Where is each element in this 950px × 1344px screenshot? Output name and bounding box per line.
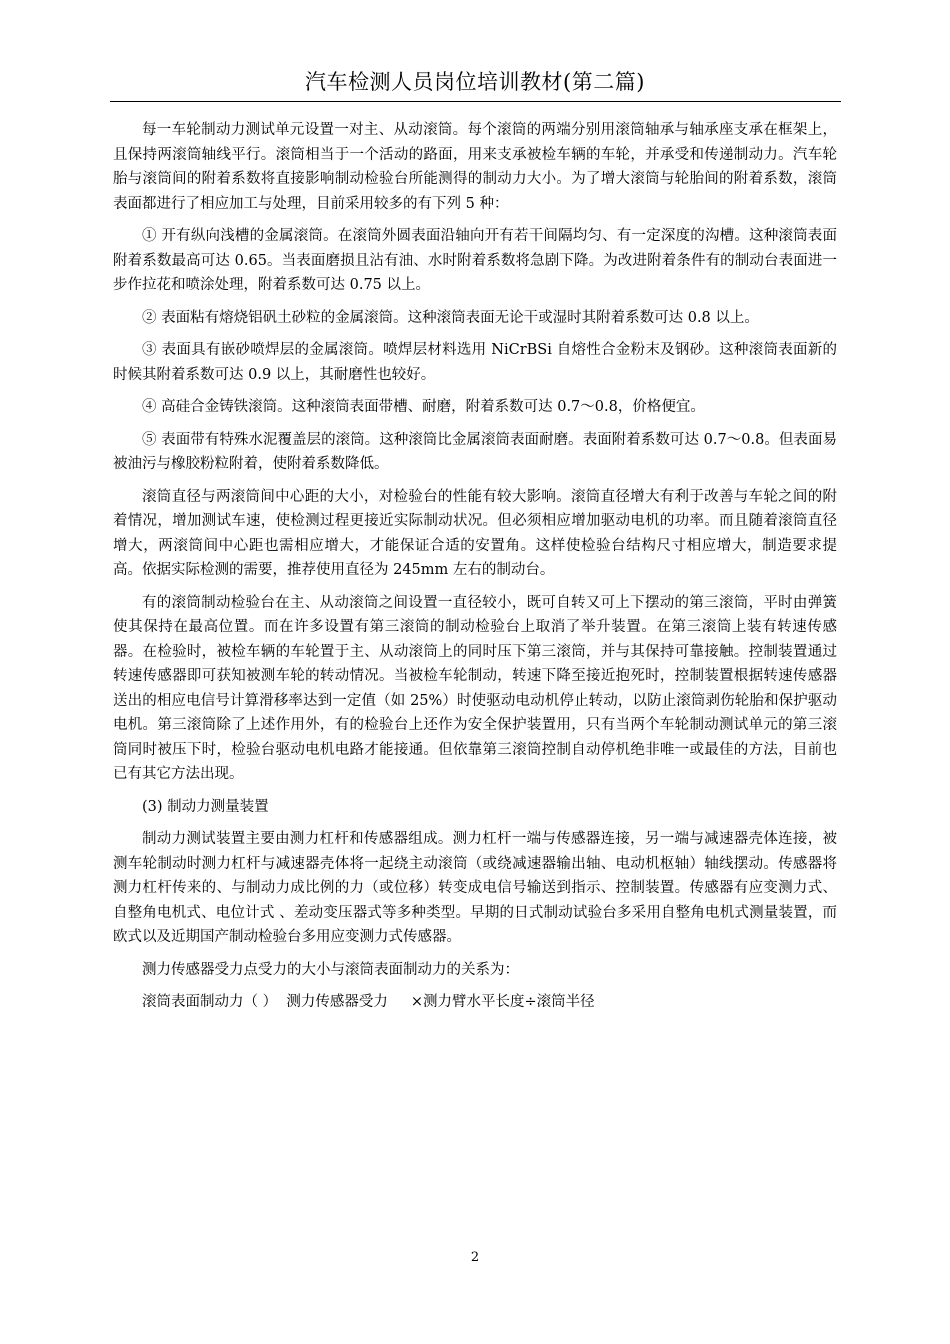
paragraph: 制动力测试装置主要由测力杠杆和传感器组成。测力杠杆一端与传感器连接，另一端与减速器壳体连接，被测车轮制动时测力杠杆与减速器壳体将一起绕主动滚筒（或绕减速器输出轴、电动机枢轴）轴线摆动。传感器将测力杠杆传来的、与制动力成比例的力（或位移）转变成电信号输送到指示、控制装置。传感器有应变测力式、自整角电机式、电位计式 、差动变压器式等多种类型。早期的日式制动试验台多采用自整角电机式测量装置，而欧式以及近期国产制动检验台多用应变测力式传感器。 [113, 831, 837, 945]
header-divider [110, 101, 841, 102]
list-item: ③ 表面具有嵌砂喷焊层的金属滚筒。喷焊层材料选用 NiCrBSi 自熔性合金粉末及钢砂。这种滚筒表面新的时候其附着系数可达 0.9 以上，其耐磨性也较好。 [113, 342, 837, 383]
paragraph: 每一车轮制动力测试单元设置一对主、从动滚筒。每个滚筒的两端分别用滚筒轴承与轴承座支承在框架上，且保持两滚筒轴线平行。滚筒相当于一个活动的路面，用来支承被检车辆的车轮，并承受和传递制动力。汽车轮胎与滚筒间的附着系数将直接影响制动检验台所能测得的制动力大小。为了增大滚筒与轮胎间的附着系数，滚筒表面都进行了相应加工与处理，目前采用较多的有下列 5 种： [113, 122, 837, 212]
page-number: 2 [470, 1250, 480, 1265]
formula: 滚筒表面制动力（ ） 测力传感器受力 ×测力臂水平长度÷滚筒半径 [142, 994, 595, 1010]
list-item: ① 开有纵向浅槽的金属滚筒。在滚筒外圆表面沿轴向开有若干间隔均匀、有一定深度的沟槽。这种滚筒表面附着系数最高可达 0.65。当表面磨损且沾有油、水时附着系数将急剧下降。为改进附着条件有的制动台表面进一步作拉花和喷涂处理，附着系数可达 0.75 以上。 [113, 228, 837, 293]
paragraph: 滚筒直径与两滚筒间中心距的大小，对检验台的性能有较大影响。滚筒直径增大有利于改善与车轮之间的附着情况，增加测试车速，使检测过程更接近实际制动状况。但必须相应增加驱动电机的功率。而且随着滚筒直径增大，两滚筒间中心距也需相应增大，才能保证合适的安置角。这样使检验台结构尺寸相应增大，制造要求提高。依据实际检测的需要，推荐使用直径为 245mm 左右的制动台。 [113, 488, 837, 578]
list-item: ④ 高硅合金铸铁滚筒。这种滚筒表面带槽、耐磨，附着系数可达 0.7～0.8，价格便宜。 [142, 399, 705, 415]
page-header-title: 汽车检测人员岗位培训教材(第二篇) [305, 70, 645, 94]
section-heading: (3) 制动力测量装置 [142, 798, 269, 815]
list-item: ⑤ 表面带有特殊水泥覆盖层的滚筒。这种滚筒比金属滚筒表面耐磨。表面附着系数可达 0.7～0.8。但表面易被油污与橡胶粉粒附着，使附着系数降低。 [113, 431, 837, 472]
paragraph: 测力传感器受力点受力的大小与滚筒表面制动力的关系为： [142, 961, 519, 978]
paragraph: 有的滚筒制动检验台在主、从动滚筒之间设置一直径较小，既可自转又可上下摆动的第三滚筒，平时由弹簧使其保持在最高位置。而在许多设置有第三滚筒的制动检验台上取消了举升装置。在第三滚筒上装有转速传感器。在检验时，被检车辆的车轮置于主、从动滚筒上的同时压下第三滚筒，并与其保持可靠接触。控制装置通过转速传感器即可获知被测车轮的转动情况。当被检车轮制动，转速下降至接近抱死时，控制装置根据转速传感器送出的相应电信号计算滑移率达到一定值（如 25%）时使驱动电动机停止转动，以防止滚筒剥伤轮胎和保护驱动电机。第三滚筒除了上述作用外，有的检验台上还作为安全保护装置用，只有当两个车轮制动测试单元的第三滚筒同时被压下时，检验台驱动电机电路才能接通。但依靠第三滚筒控制自动停机绝非唯一或最佳的方法，目前也已有其它方法出现。 [113, 594, 837, 782]
list-item: ② 表面粘有熔烧铝矾土砂粒的金属滚筒。这种滚筒表面无论干或湿时其附着系数可达 0.8 以上。 [142, 309, 759, 326]
document-body [113, 118, 837, 1023]
